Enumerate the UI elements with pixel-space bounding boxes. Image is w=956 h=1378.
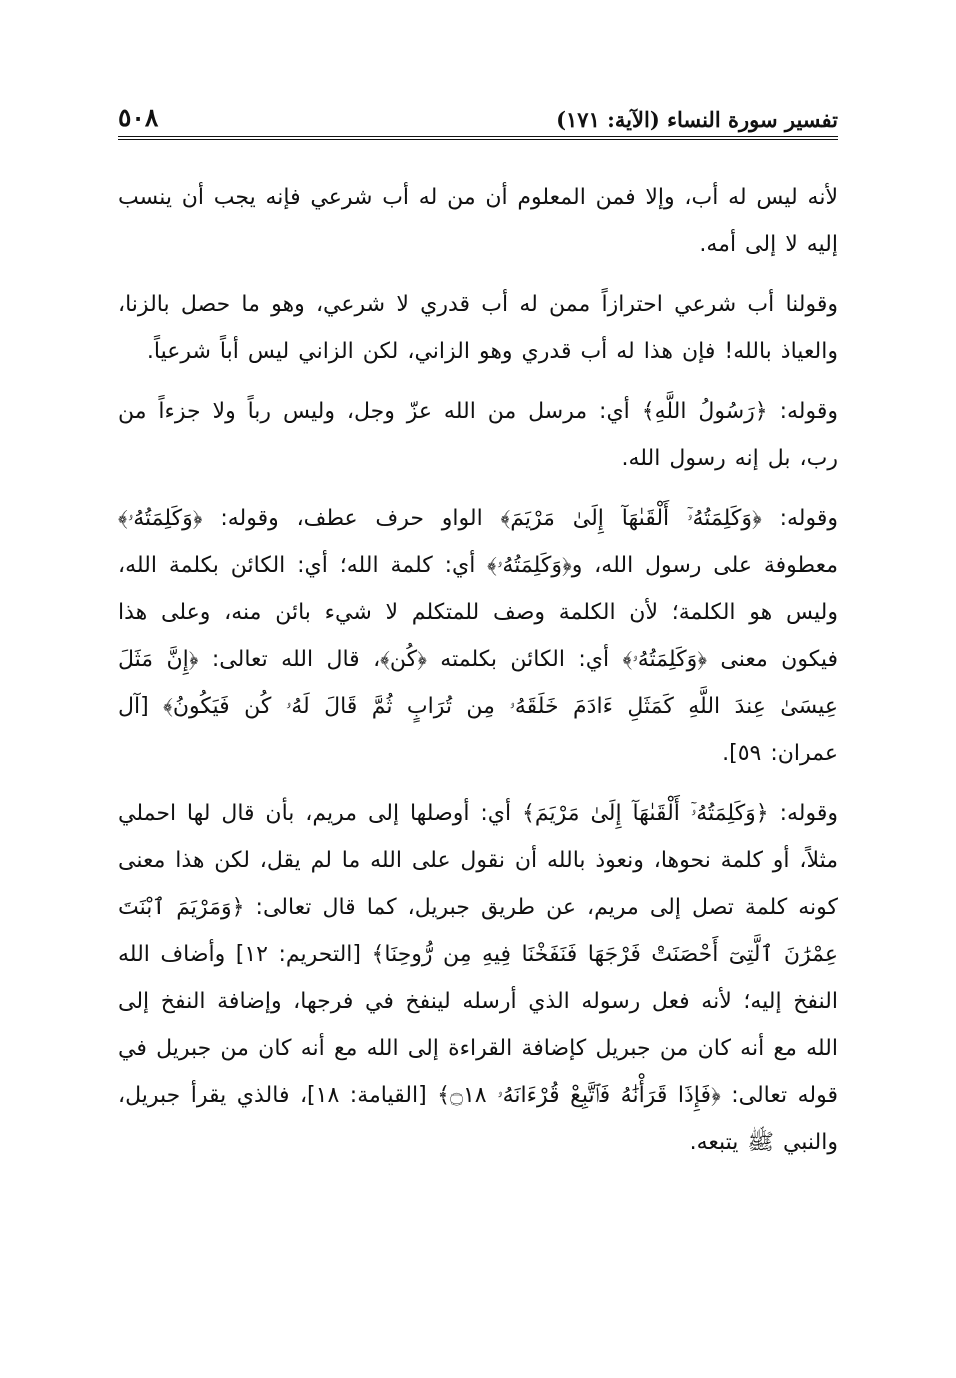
paragraph-3: وقوله: ﴿رَسُولُ اللَّهِ﴾ أي: مرسل من الله عزّ وجل، وليس رباً ولا جزءاً من رب، بل إنه رسول الله. bbox=[118, 399, 838, 471]
page-content bbox=[118, 174, 838, 1166]
paragraph-2: وقولنا أب شرعي احترازاً ممن له أب قدري لا شرعي، وهو ما حصل بالزنا، والعياذ بالله! فإن هذا له أب قدري وهو الزاني، لكن الزاني ليس أباً شرعياً. bbox=[118, 292, 838, 364]
running-title: تفسير سورة النساء (الآية: ١٧١) bbox=[556, 107, 838, 132]
page-number: ٥٠٨ bbox=[118, 103, 159, 132]
page-header bbox=[118, 92, 838, 140]
paragraph-4: وقوله: ﴿وَكَلِمَتُهُۥٓ أَلْقَىٰهَآ إِلَىٰ مَرْيَمَ﴾ الواو حرف عطف، وقوله: ﴿وَكَلِمَتُهُۥ﴾ معطوفة على رسول الله، و﴿وَكَلِمَتُهُۥ﴾ أي: كلمة الله؛ أي: الكائن بكلمة الله، وليس هو الكلمة؛ لأن الكلمة وصف للمتكلم لا شيء بائن منه، وعلى هذا فيكون معنى ﴿وَكَلِمَتُهُۥ﴾ أي: الكائن بكلمته ﴿كُن﴾، قال الله تعالى: ﴿إِنَّ مَثَلَ عِيسَىٰ عِندَ اللَّهِ كَمَثَلِ ءَادَمَ خَلَقَهُۥ مِن تُرَابٍ ثُمَّ قَالَ لَهُۥ كُن فَيَكُونُ﴾ [آل عمران: ٥٩]. bbox=[118, 506, 838, 766]
paragraph-1: لأنه ليس له أب، وإلا فمن المعلوم أن من له أب شرعي فإنه يجب أن ينسب إليه لا إلى أمه. bbox=[118, 185, 838, 257]
paragraph-5: وقوله: ﴿وَكَلِمَتُهُۥٓ أَلْقَىٰهَآ إِلَىٰ مَرْيَمَ﴾ أي: أوصلها إلى مريم، بأن قال لها احملي مثلاً، أو كلمة نحوها، ونعوذ بالله أن نقول على الله ما لم يقل، لكن هذا معنى كونه كلمة تصل إلى مريم، عن طريق جبريل، كما قال تعالى: ﴿وَمَرْيَمَ ٱبْنَتَ عِمْرَٰنَ ٱلَّتِىٓ أَحْصَنَتْ فَرْجَهَا فَنَفَخْنَا فِيهِ مِن رُّوحِنَا﴾ [التحريم: ١٢] وأضاف الله النفخ إليه؛ لأنه فعل رسوله الذي أرسله لينفخ في فرجها، وإضافة النفخ إلى الله مع أنه كان من جبريل كإضافة القراءة إلى الله مع أنه كان من جبريل في قوله تعالى: ﴿فَإِذَا قَرَأْنَٰهُ فَٱتَّبِعْ قُرْءَانَهُۥ ۝١٨﴾ [القيامة: ١٨]، فالذي يقرأ جبريل، والنبي ﷺ يتبعه. bbox=[118, 801, 838, 1155]
book-page bbox=[118, 92, 838, 1322]
